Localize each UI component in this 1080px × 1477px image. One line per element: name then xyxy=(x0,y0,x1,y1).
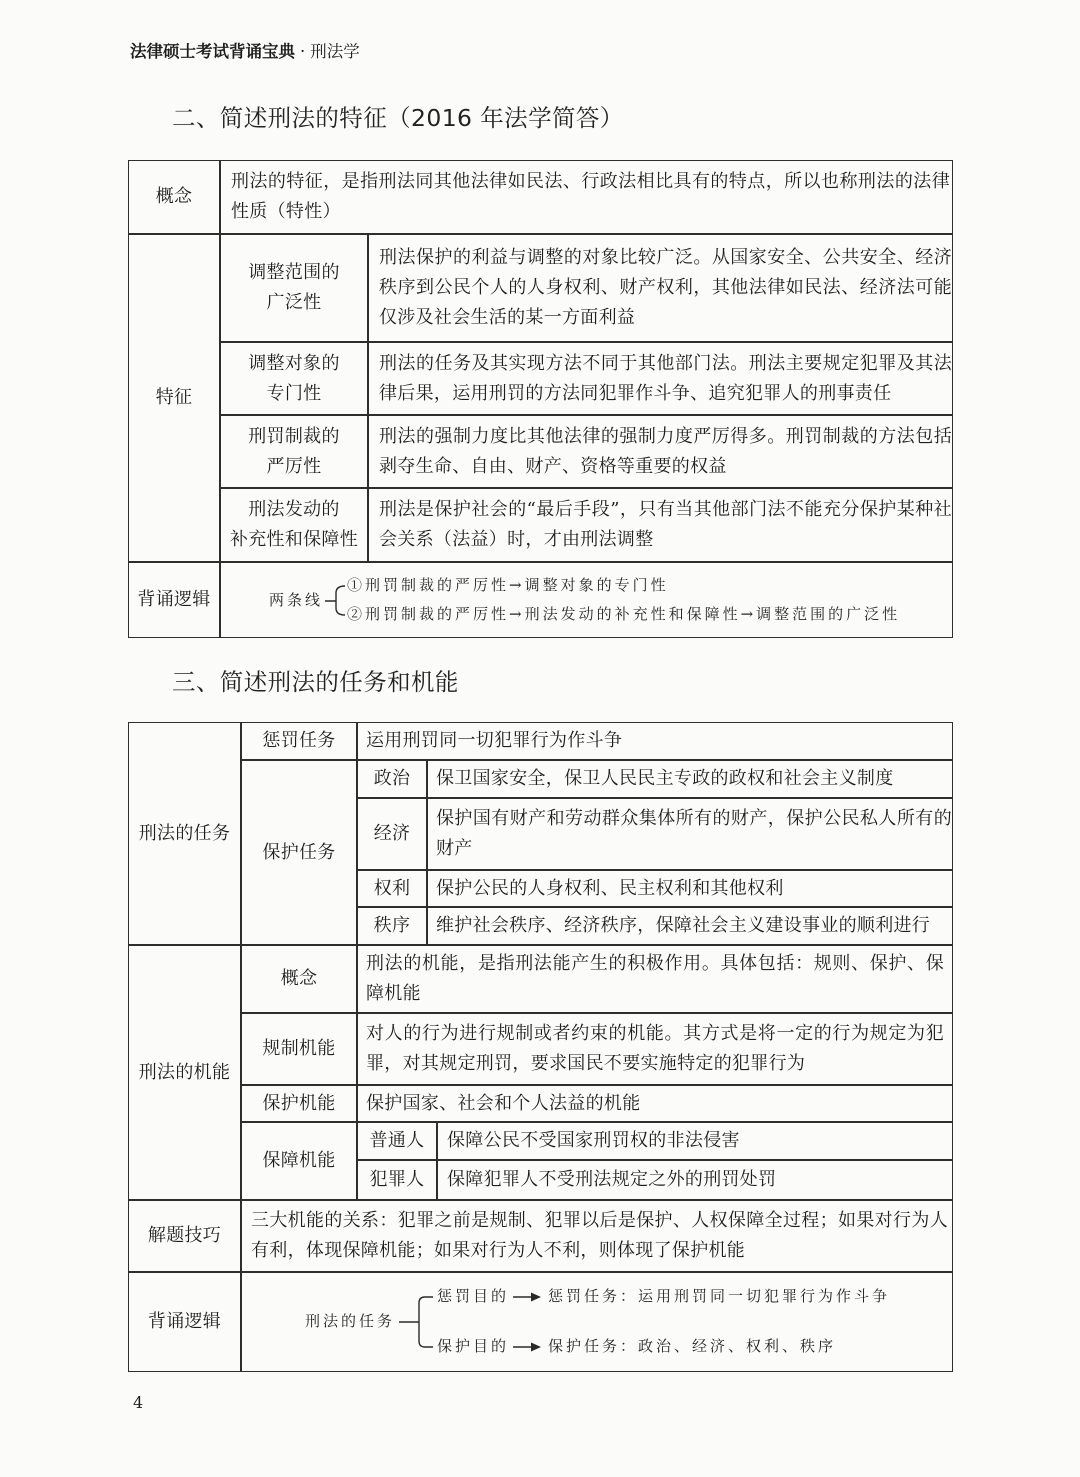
protection-item-text-cell xyxy=(427,870,953,907)
memo-2-result: 保护任务：政治、经济、权利、秩序 xyxy=(548,1337,837,1355)
regulation-function-text: 对人的行为进行规制或者约束的机能。其方式是将一定的行为规定为犯罪，对其规定刑罚，要求国民不要实施特定的犯罪行为 xyxy=(366,1023,944,1074)
tips-text: 三大机能的关系：犯罪之前是规制、犯罪以后是保护、人权保障全过程；如果对行为人有利，体现保障机能；如果对行为人不利，则体现了保护机能 xyxy=(251,1210,948,1261)
feature-text: 刑法的任务及其实现方法不同于其他部门法。刑法主要规定犯罪及其法律后果，运用刑罚的方法同犯罪作斗争、追究犯罪人的刑事责任 xyxy=(379,352,952,404)
memo-line: ①刑罚制裁的严厉性→调整对象的专门性 xyxy=(347,576,669,594)
protection-item-name-cell xyxy=(357,870,427,907)
punishment-task-text-cell xyxy=(357,722,953,760)
protection-item-text: 保护国有财产和劳动群众集体所有的财产，保护公民私人所有的财产 xyxy=(436,808,952,859)
feature-name xyxy=(248,422,340,482)
guarantee-item-text: 保障公民不受国家刑罚权的非法侵害 xyxy=(447,1130,740,1151)
feature-name-line: 补充性和保障性 xyxy=(229,529,359,550)
subject-name: 刑法学 xyxy=(310,42,360,61)
features-label-cell xyxy=(128,234,220,562)
guarantee-item-text-cell xyxy=(437,1122,953,1160)
guarantee-item-text: 保障犯罪人不受刑法规定之外的刑罚处罚 xyxy=(447,1169,777,1190)
memo-2-result: 惩罚任务：运用刑罚同一切犯罪行为作斗争 xyxy=(548,1287,891,1305)
feature-name xyxy=(248,349,340,409)
function-concept-label: 概念 xyxy=(280,968,318,989)
tips-text-cell xyxy=(241,1200,953,1272)
concept-text: 刑法的特征，是指刑法同其他法律如民法、行政法相比具有的特点，所以也称刑法的法律性质（特性） xyxy=(231,171,950,222)
tips-label-cell xyxy=(128,1200,241,1272)
feature-text: 刑法的强制力度比其他法律的强制力度严厉得多。刑罚制裁的方法包括剥夺生命、自由、财产、资格等重要的权益 xyxy=(379,425,952,477)
functions-label-cell xyxy=(128,945,241,1200)
section-3-title: 三、简述刑法的任务和机能 xyxy=(172,668,459,696)
regulation-function-label: 规制机能 xyxy=(262,1038,336,1059)
feature-text-cell xyxy=(368,234,953,342)
feature-text: 刑法保护的利益与调整的对象比较广泛。从国家安全、公共安全、经济秩序到公民个人的人身权利、财产权利，其他法律如民法、经济法可能仅涉及社会生活的某一方面利益 xyxy=(379,247,952,328)
guarantee-item-name: 犯罪人 xyxy=(369,1169,425,1190)
protection-item-text-cell xyxy=(427,760,953,798)
punishment-task-text: 运用刑罚同一切犯罪行为作斗争 xyxy=(366,730,623,751)
feature-name-line: 刑罚制裁的 xyxy=(248,425,340,447)
running-header xyxy=(130,41,360,63)
punishment-task-label-cell xyxy=(241,722,357,760)
protection-item-name: 秩序 xyxy=(373,915,411,936)
feature-name xyxy=(248,258,340,318)
book-title: 法律硕士考试背诵宝典 xyxy=(130,42,295,61)
feature-name-cell xyxy=(220,415,368,488)
function-concept-text-cell xyxy=(357,945,953,1013)
protection-item-text-cell xyxy=(427,907,953,945)
memo-2-purpose: 惩罚目的 xyxy=(437,1287,510,1305)
memo-label-cell xyxy=(128,562,220,638)
function-concept-label-cell xyxy=(241,945,357,1013)
protection-item-text-cell xyxy=(427,798,953,870)
guarantee-item-name-cell xyxy=(357,1160,437,1200)
arrow-icon xyxy=(513,1293,541,1302)
memo-lead: 两条线 xyxy=(269,591,324,609)
feature-name-line: 广泛性 xyxy=(266,292,322,313)
tips-label: 解题技巧 xyxy=(147,1225,222,1246)
functions-label: 刑法的机能 xyxy=(138,1061,231,1083)
memo-2-diagram-cell xyxy=(241,1272,953,1372)
features-label: 特征 xyxy=(155,387,193,408)
feature-name xyxy=(230,495,358,555)
memo-2-label-cell xyxy=(128,1272,241,1372)
guarantee-item-name-cell xyxy=(357,1122,437,1160)
protection-item-name: 政治 xyxy=(373,768,411,789)
feature-name-line: 刑法发动的 xyxy=(248,499,340,520)
guarantee-item-name: 普通人 xyxy=(369,1130,425,1151)
regulation-function-text-cell xyxy=(357,1013,953,1085)
protection-item-name-cell xyxy=(357,798,427,870)
protection-item-text: 保卫国家安全，保卫人民民主专政的政权和社会主义制度 xyxy=(436,768,894,789)
page-number: 4 xyxy=(133,1393,144,1412)
protection-item-name-cell xyxy=(357,760,427,798)
protection-function-label: 保护机能 xyxy=(262,1092,336,1114)
memo-2-root: 刑法的任务 xyxy=(305,1312,396,1330)
guarantee-function-label-cell xyxy=(241,1122,357,1200)
protection-task-label-cell xyxy=(241,760,357,945)
feature-name-line: 调整对象的 xyxy=(248,352,340,374)
regulation-function-label-cell xyxy=(241,1013,357,1085)
feature-name-cell xyxy=(220,342,368,415)
protection-item-text: 维护社会秩序、经济秩序，保障社会主义建设事业的顺利进行 xyxy=(436,915,931,936)
tasks-label: 刑法的任务 xyxy=(138,822,231,844)
punishment-task-label: 惩罚任务 xyxy=(262,730,336,751)
guarantee-function-label: 保障机能 xyxy=(262,1150,336,1171)
feature-name-line: 专门性 xyxy=(266,382,322,404)
feature-text-cell xyxy=(368,342,953,415)
feature-name-cell xyxy=(220,488,368,562)
protection-item-name-cell xyxy=(357,907,427,945)
guarantee-item-text-cell xyxy=(437,1160,953,1200)
arrow-icon xyxy=(513,1343,541,1352)
concept-text-cell xyxy=(220,160,953,234)
protection-function-text-cell xyxy=(357,1085,953,1122)
header-separator: · xyxy=(300,42,306,61)
feature-name-line: 严厉性 xyxy=(266,455,322,477)
protection-item-text: 保护公民的人身权利、民主权利和其他权利 xyxy=(436,877,784,899)
tasks-label-cell xyxy=(128,722,241,945)
memo-line: ②刑罚制裁的严厉性→刑法发动的补充性和保障性→调整范围的广泛性 xyxy=(347,605,901,623)
section-2-title: 二、简述刑法的特征（2016 年法学简答） xyxy=(172,104,624,132)
memo-2-purpose: 保护目的 xyxy=(437,1337,510,1355)
feature-text-cell xyxy=(368,488,953,562)
memo-label: 背诵逻辑 xyxy=(137,589,211,610)
protection-item-name: 权利 xyxy=(373,877,411,899)
concept-label: 概念 xyxy=(155,186,193,207)
protection-function-label-cell xyxy=(241,1085,357,1122)
feature-text-cell xyxy=(368,415,953,488)
memo-diagram-cell xyxy=(220,562,953,638)
feature-text: 刑法是保护社会的“最后手段”，只有当其他部门法不能充分保护某种社会关系（法益）时，才由刑法调整 xyxy=(379,499,952,550)
protection-function-text: 保护国家、社会和个人法益的机能 xyxy=(366,1092,641,1114)
function-concept-text: 刑法的机能，是指刑法能产生的积极作用。具体包括：规则、保护、保障机能 xyxy=(366,953,944,1004)
memo-2-label: 背诵逻辑 xyxy=(147,1311,222,1332)
feature-name-line: 调整范围的 xyxy=(248,262,340,283)
feature-name-cell xyxy=(220,234,368,342)
protection-task-label: 保护任务 xyxy=(262,841,336,863)
protection-item-name: 经济 xyxy=(373,823,411,844)
concept-label-cell xyxy=(128,160,220,234)
